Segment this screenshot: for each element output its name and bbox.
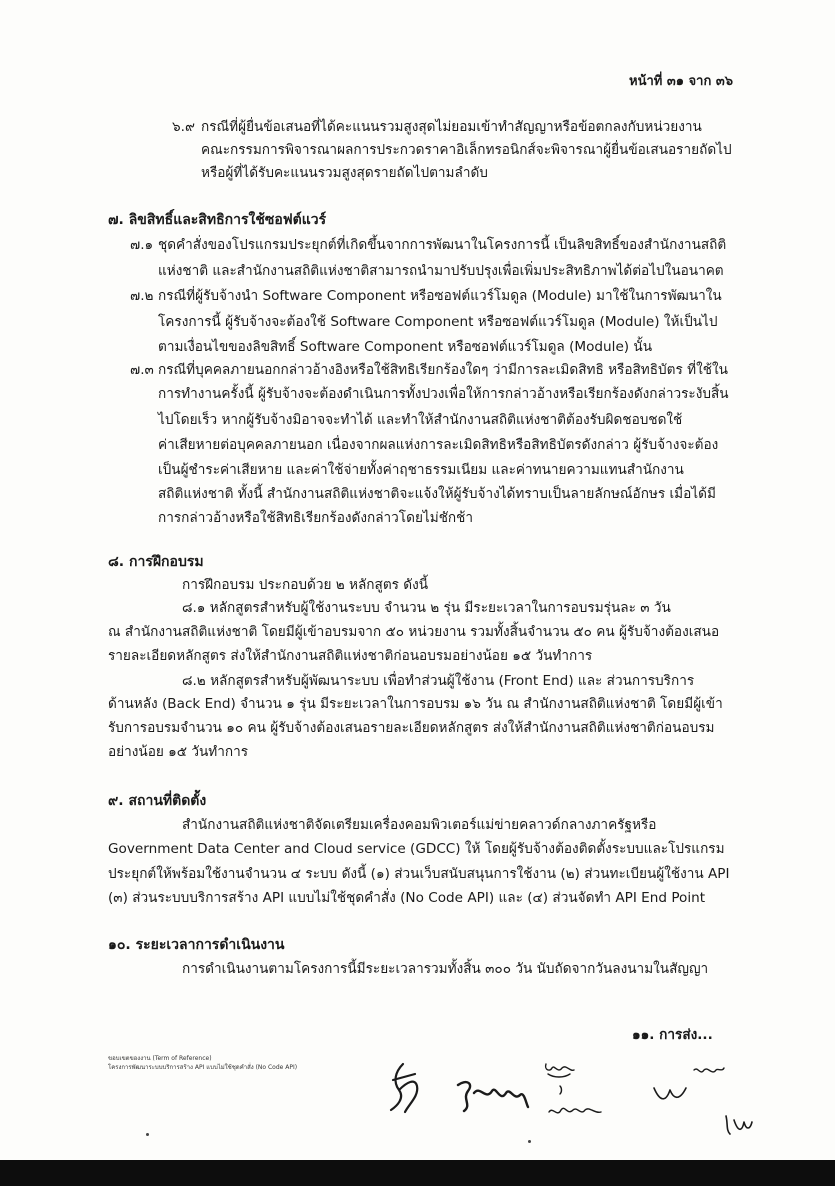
section-8-2-line: อย่างน้อย ๑๕ วันทำการ	[108, 744, 249, 760]
section-heading-9: ๙. สถานที่ติดตั้ง	[108, 793, 207, 809]
item-number-6-9: ๖.๙	[172, 119, 195, 135]
signature-6	[690, 1062, 726, 1084]
section-8-1-line: รายละเอียดหลักสูตร ส่งให้สำนักงานสถิติแห่งชาติก่อนอบรมอย่างน้อย ๑๕ วันทำการ	[108, 648, 593, 664]
section-heading-7: ๗. ลิขสิทธิ์และสิทธิการใช้ซอฟต์แวร์	[108, 212, 327, 228]
footer-line: ขอบเขตของงาน (Term of Reference)	[108, 1055, 212, 1062]
scan-speck	[146, 1133, 149, 1136]
item-number-7-2: ๗.๒	[130, 288, 154, 304]
section-9-line: ประยุกต์ให้พร้อมใช้งานจำนวน ๔ ระบบ ดังนี้ (๑) ส่วนเว็บสนับสนุนการใช้งาน (๒) ส่วนทะเบียนผู้ใช้งาน API	[108, 866, 730, 882]
item-7-3-line: การทำงานครั้งนี้ ผู้รับจ้างจะต้องดำเนินการทั้งปวงเพื่อให้การกล่าวอ้างหรือเรียกร้องดังกล่าวระงับสิ้น	[158, 386, 729, 402]
item-7-3-line: เป็นผู้ชำระค่าเสียหาย และค่าใช้จ่ายทั้งค่าฤชาธรรมเนียม และค่าทนายความแทนสำนักงาน	[158, 462, 684, 478]
next-section-marker: ๑๑. การส่ง...	[632, 1027, 713, 1043]
scan-edge-bar	[0, 1160, 835, 1186]
item-number-7-3: ๗.๓	[130, 362, 154, 378]
item-7-2-line: โครงการนี้ ผู้รับจ้างจะต้องใช้ Software Component หรือซอฟต์แวร์โมดูล (Module) ให้เป็นไป	[158, 314, 718, 330]
item-6-9-line: คณะกรรมการพิจารณาผลการประกวดราคาอิเล็กทรอนิกส์จะพิจารณาผู้ยื่นข้อเสนอรายถัดไป	[201, 142, 732, 158]
item-7-1-line: แห่งชาติ และสำนักงานสถิติแห่งชาติสามารถนำมาปรับปรุงเพื่อเพิ่มประสิทธิภาพได้ต่อไปในอนาคต	[158, 263, 724, 279]
signature-1	[385, 1060, 425, 1116]
item-7-3-line: ไปโดยเร็ว หากผู้รับจ้างมิอาจจะทำได้ และทำให้สำนักงานสถิติแห่งชาติต้องรับผิดชอบชดใช้	[158, 412, 683, 428]
section-8-2-line: ๘.๒ หลักสูตรสำหรับผู้พัฒนาระบบ เพื่อทำส่วนผู้ใช้งาน (Front End) และ ส่วนการบริการ	[182, 673, 695, 689]
item-7-3-line: การกล่าวอ้างหรือใช้สิทธิเรียกร้องดังกล่าวโดยไม่ชักช้า	[158, 510, 474, 526]
item-7-2-line: กรณีที่ผู้รับจ้างนำ Software Component หรือซอฟต์แวร์โมดูล (Module) มาใช้ในการพัฒนาใน	[158, 288, 722, 304]
signature-5	[650, 1082, 690, 1108]
signature-7	[722, 1112, 754, 1138]
footer-line: โครงการพัฒนาระบบบริการสร้าง API แบบไม่ใช้ชุดคำสั่ง (No Code API)	[108, 1064, 298, 1071]
item-7-3-line: กรณีที่บุคคลภายนอกกล่าวอ้างอิงหรือใช้สิทธิเรียกร้องใดๆ ว่ามีการละเมิดสิทธิ หรือสิทธิบัตร ที่ใช้ใน	[158, 362, 728, 378]
section-8-1-line: ๘.๑ หลักสูตรสำหรับผู้ใช้งานระบบ จำนวน ๒ รุ่น มีระยะเวลาในการอบรมรุ่นละ ๓ วัน	[182, 600, 671, 616]
signature-4	[545, 1100, 605, 1122]
scan-speck	[528, 1140, 531, 1143]
section-9-line: (๓) ส่วนระบบบริการสร้าง API แบบไม่ใช้ชุดคำสั่ง (No Code API) และ (๔) ส่วนจัดทำ API End Point	[108, 890, 706, 906]
section-8-1-line: ณ สำนักงานสถิติแห่งชาติ โดยมีผู้เข้าอบรมจาก ๕๐ หน่วยงาน รวมทั้งสิ้นจำนวน ๕๐ คน ผู้รับจ้างต้องเสนอ	[108, 624, 720, 640]
item-7-3-line: สถิติแห่งชาติ ทั้งนี้ สำนักงานสถิติแห่งชาติจะแจ้งให้ผู้รับจ้างได้ทราบเป็นลายลักษณ์อักษร เมื่อได้มี	[158, 486, 716, 502]
section-9-line: สำนักงานสถิติแห่งชาติจัดเตรียมเครื่องคอมพิวเตอร์แม่ข่ายคลาวด์กลางภาครัฐหรือ	[182, 817, 657, 833]
section-8-2-line: รับการอบรมจำนวน ๑๐ คน ผู้รับจ้างต้องเสนอรายละเอียดหลักสูตร ส่งให้สำนักงานสถิติแห่งชาติก่อนอบรม	[108, 720, 715, 736]
item-7-2-line: ตามเงื่อนไขของลิขสิทธิ์ Software Component หรือซอฟต์แวร์โมดูล (Module) นั้น	[158, 339, 653, 355]
section-10-line: การดำเนินงานตามโครงการนี้มีระยะเวลารวมทั้งสิ้น ๓๐๐ วัน นับถัดจากวันลงนามในสัญญา	[182, 961, 709, 977]
item-7-1-line: ชุดคำสั่งของโปรแกรมประยุกต์ที่เกิดขึ้นจากการพัฒนาในโครงการนี้ เป็นลิขสิทธิ์ของสำนักงานสถิติ	[158, 237, 727, 253]
item-number-7-1: ๗.๑	[130, 237, 154, 253]
item-6-9-line: หรือผู้ที่ได้รับคะแนนรวมสูงสุดรายถัดไปตามลำดับ	[201, 165, 488, 181]
section-heading-10: ๑๐. ระยะเวลาการดำเนินงาน	[108, 937, 285, 953]
section-8-2-line: ด้านหลัง (Back End) จำนวน ๑ รุ่น มีระยะเวลาในการอบรม ๑๖ วัน ณ สำนักงานสถิติแห่งชาติ โดยมีผู้เข้า	[108, 696, 723, 712]
signature-2	[452, 1075, 532, 1119]
signature-3	[540, 1060, 580, 1100]
section-9-line: Government Data Center and Cloud service (GDCC) ให้ โดยผู้รับจ้างต้องติดตั้งระบบและโปรแกรม	[108, 841, 725, 857]
page-number: หน้าที่ ๓๑ จาก ๓๖	[629, 74, 733, 89]
section-8-intro: การฝึกอบรม ประกอบด้วย ๒ หลักสูตร ดังนี้	[182, 577, 429, 593]
item-7-3-line: ค่าเสียหายต่อบุคคลภายนอก เนื่องจากผลแห่งการละเมิดสิทธิหรือสิทธิบัตรดังกล่าว ผู้รับจ้างจะต้อง	[158, 437, 719, 453]
item-6-9-line: กรณีที่ผู้ยื่นข้อเสนอที่ได้คะแนนรวมสูงสุดไม่ยอมเข้าทำสัญญาหรือข้อตกลงกับหน่วยงาน	[201, 119, 702, 135]
section-heading-8: ๘. การฝึกอบรม	[108, 554, 204, 570]
